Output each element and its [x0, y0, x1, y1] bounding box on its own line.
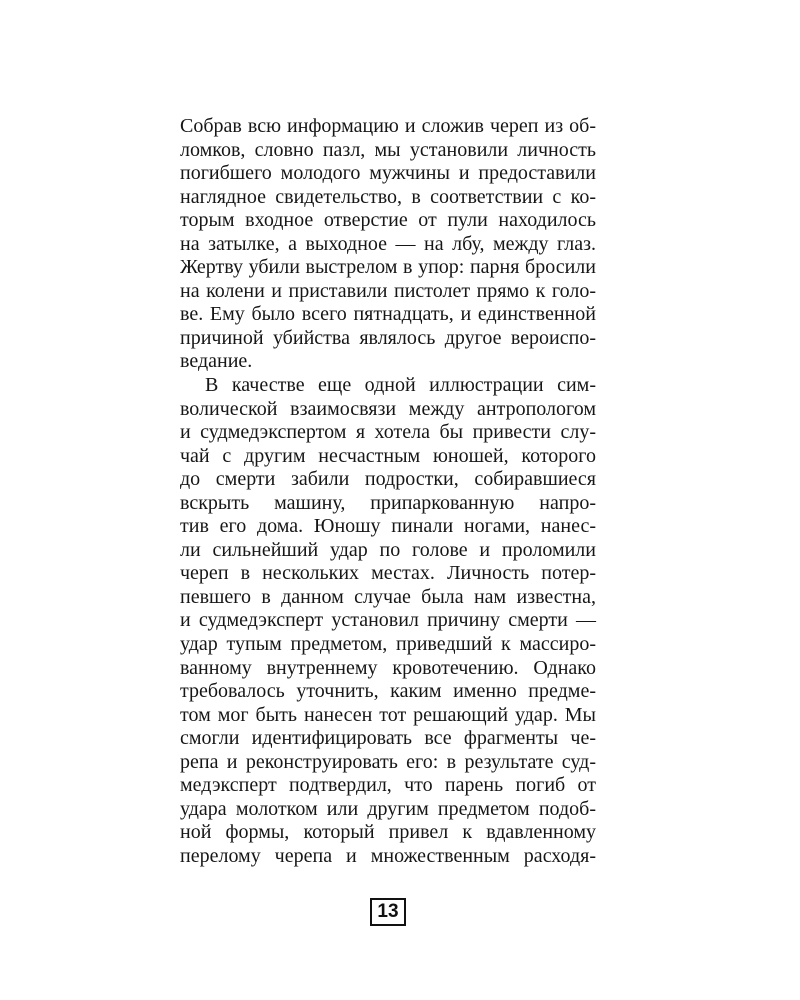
text-line: требовалось уточнить, каким именно предме-: [180, 680, 596, 703]
text-line: перелому черепа и множественным расходя-: [180, 844, 596, 867]
paragraph: [180, 115, 596, 374]
text-line: ли сильнейший удар по голове и проломили: [180, 538, 596, 561]
text-line: смогли идентифицировать все фрагменты че-: [180, 727, 596, 750]
text-line: наглядное свидетельство, в соответствии с ко-: [180, 185, 596, 208]
text-line: Собрав всю информацию и сложив череп из об-: [180, 115, 596, 137]
text-line: медэксперт подтвердил, что парень погиб от: [180, 774, 596, 797]
text-line: до смерти забили подростки, собиравшиеся: [180, 468, 596, 491]
text-line: том мог быть нанесен тот решающий удар. Мы: [180, 703, 596, 726]
text-line: торым входное отверстие от пули находилось: [180, 209, 596, 232]
text-line: ведание.: [180, 350, 253, 373]
text-line: чай с другим несчастным юношей, которого: [180, 444, 596, 467]
text-line: удар тупым предметом, приведший к массиро-: [180, 633, 596, 656]
text-line: и судмедэксперт установил причину смерти —: [180, 609, 596, 632]
text-line: ной формы, который привел к вдавленному: [180, 821, 596, 844]
text-line: Жертву убили выстрелом в упор: парня бросили: [180, 256, 596, 279]
text-line: В качестве еще одной иллюстрации сим-: [205, 374, 596, 397]
text-line: ванному внутреннему кровотечению. Однако: [180, 656, 596, 679]
text-line: череп в нескольких местах. Личность потер-: [180, 562, 596, 585]
body-text: [180, 115, 596, 869]
text-line: репа и реконструировать его: в результате суд-: [180, 750, 596, 773]
text-line: волической взаимосвязи между антропологом: [180, 397, 596, 420]
text-line: тив его дома. Юношу пинали ногами, нанес-: [180, 515, 596, 538]
text-line: на колени и приставили пистолет прямо к голо-: [180, 279, 596, 302]
text-line: погибшего молодого мужчины и предоставили: [180, 162, 596, 185]
text-line: ломков, словно пазл, мы установили личность: [180, 138, 596, 161]
text-line: и судмедэкспертом я хотела бы привести слу-: [180, 421, 596, 444]
text-line: удара молотком или другим предметом подоб-: [180, 797, 596, 820]
paragraph: [180, 374, 596, 868]
page-number: 13: [370, 898, 406, 926]
text-line: причиной убийства являлось другое вероиспо-: [180, 326, 596, 349]
text-line: вскрыть машину, припаркованную напро-: [180, 491, 596, 514]
text-line: на затылке, а выходное — на лбу, между глаз.: [180, 232, 596, 255]
text-line: ве. Ему было всего пятнадцать, и единственной: [180, 303, 596, 326]
text-line: певшего в данном случае была нам известна,: [180, 585, 596, 608]
